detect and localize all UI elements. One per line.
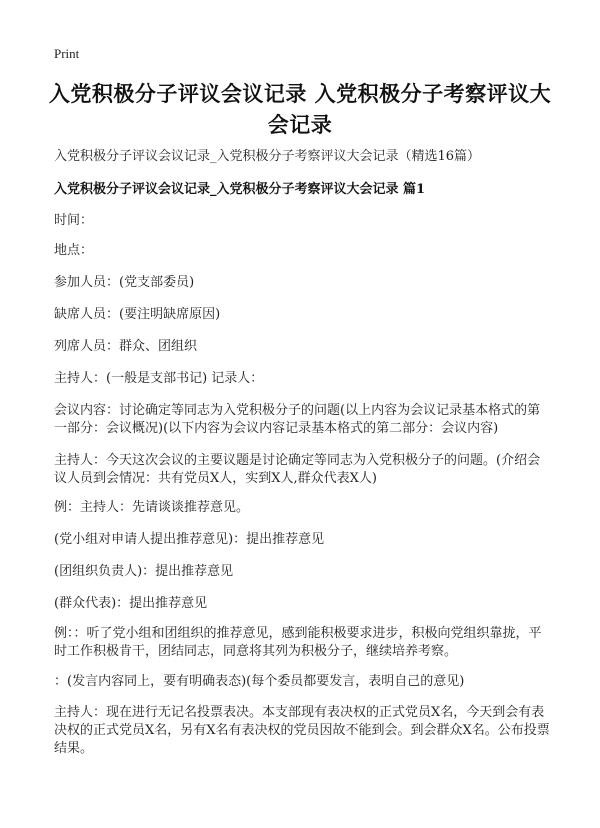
paragraph-example-opinion: 例：：听了党小组和团组织的推荐意见，感到能积极要求进步，积极向党组织靠拢，平时工作积极肯干，团结同志，同意将其列为积极分子，继续培养考察。 [54, 626, 542, 659]
paragraph-mass-rep: (群众代表)：提出推荐意见 [54, 596, 208, 611]
paragraph-location: 地点： [54, 243, 94, 258]
paragraph-example-host: 例：主持人：先请谈谈推荐意见。 [54, 500, 250, 515]
paragraph-speech-note: ：(发言内容同上，要有明确表态)(每个委员都要发言，表明自己的意见) [54, 674, 465, 689]
paragraph-time: 时间： [54, 213, 94, 228]
paragraph-vote: 主持人：现在进行无记名投票表决。本支部现有表决权的正式党员X名，今天到会有表决权的正式党员X名，另有X名有表决权的党员因故不能到会。到会群众X名。公布投票结果。 [54, 705, 550, 756]
print-label: Print [54, 46, 80, 61]
section-heading: 入党积极分子评议会议记录_入党积极分子考察评议大会记录 篇1 [54, 182, 426, 197]
paragraph-host-intro: 主持人：今天这次会议的主要议题是讨论确定等同志为入党积极分子的问题。(介绍会议人员到会情况：共有党员X人，实到X人,群众代表X人) [54, 453, 541, 486]
document-subtitle: 入党积极分子评议会议记录_入党积极分子考察评议大会记录（精选16篇） [54, 149, 481, 164]
paragraph-observers: 列席人员：群众、团组织 [54, 339, 198, 354]
paragraph-absentees: 缺席人员：(要注明缺席原因) [54, 307, 221, 322]
paragraph-league-group: (团组织负责人)：提出推荐意见 [54, 564, 234, 579]
paragraph-attendees: 参加人员：(党支部委员) [54, 275, 195, 290]
paragraph-host: 主持人：(一般是支部书记) 记录人： [54, 371, 264, 386]
paragraph-meeting-content: 会议内容：讨论确定等同志为入党积极分子的问题(以上内容为会议记录基本格式的第一部分：会议概况)(以下内容为会议内容记录基本格式的第二部分：会议内容) [54, 403, 541, 436]
paragraph-party-group: (党小组对申请人提出推荐意见)：提出推荐意见 [54, 532, 325, 547]
document-title: 入党积极分子评议会议记录 入党积极分子考察评议大会记录 [48, 81, 552, 137]
